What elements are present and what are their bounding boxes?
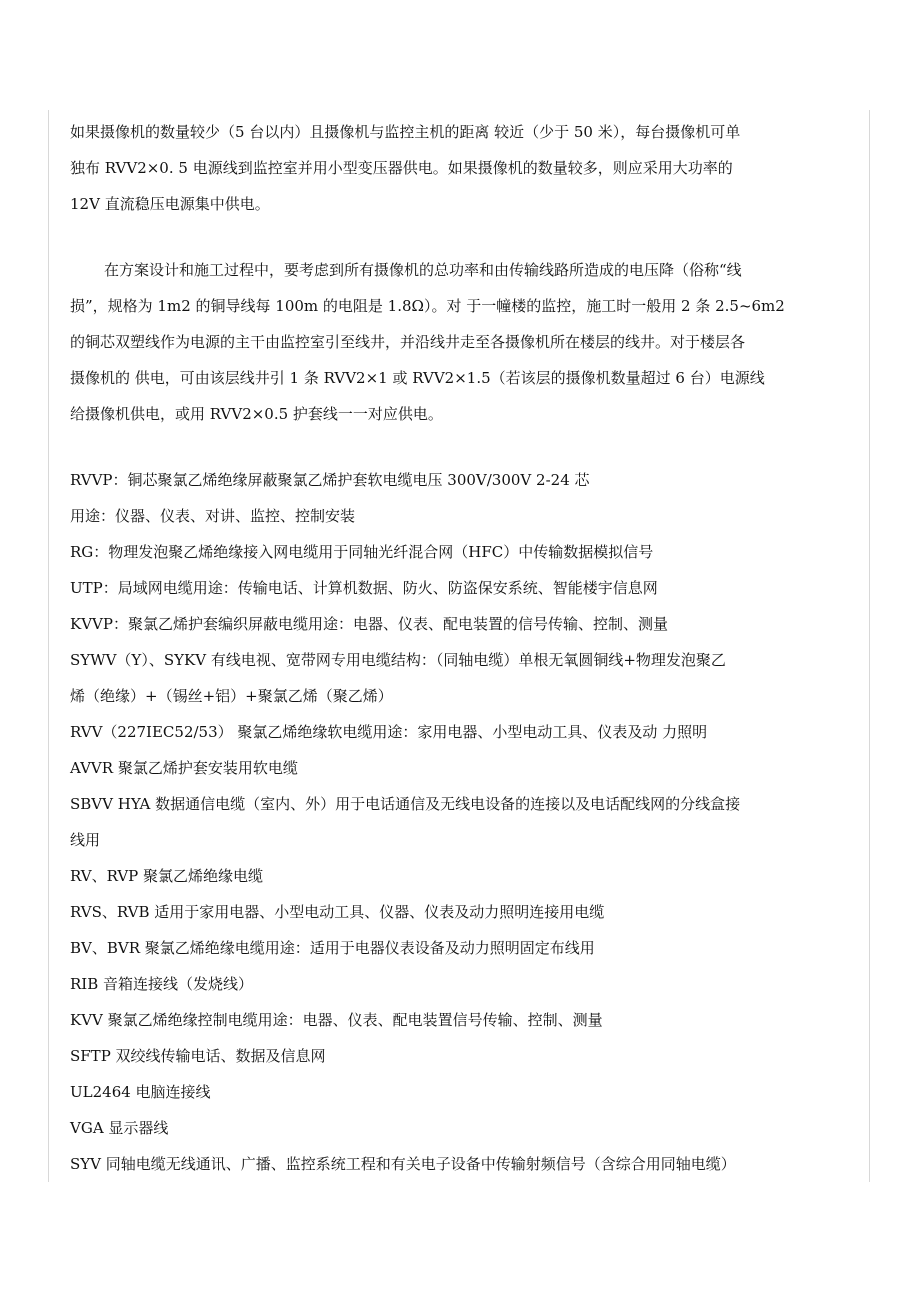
list-item	[70, 1146, 840, 1182]
list-item	[70, 966, 840, 1002]
text-line: 线用	[70, 831, 101, 849]
paragraph-spacer	[70, 432, 840, 462]
text-line: SFTP 双绞线传输电话、数据及信息网	[70, 1047, 326, 1065]
paragraph-power-supply-small	[70, 114, 840, 222]
text-line: VGA 显示器线	[70, 1119, 169, 1137]
text-line: 烯（绝缘）+（锡丝+铝）+聚氯乙烯（聚乙烯）	[70, 687, 393, 705]
list-item	[70, 570, 840, 606]
list-item	[70, 714, 840, 750]
list-item	[70, 462, 840, 498]
text-line: 的铜芯双塑线作为电源的主干由监控室引至线井，并沿线井走至各摄像机所在楼层的线井。对于楼层各	[70, 333, 746, 351]
list-item	[70, 534, 840, 570]
list-item	[70, 858, 840, 894]
text-line: SYWV（Y）、SYKV 有线电视、宽带网专用电缆结构：（同轴电缆）单根无氧圆铜线+物理发泡聚乙	[70, 651, 726, 669]
list-item	[70, 606, 840, 642]
list-item	[70, 1038, 840, 1074]
list-item	[70, 786, 840, 858]
list-item	[70, 1074, 840, 1110]
text-line: 摄像机的 供电，可由该层线井引 1 条 RVV2×1 或 RVV2×1.5（若该层的摄像机数量超过 6 台）电源线	[70, 369, 765, 387]
text-line: 12V 直流稳压电源集中供电。	[70, 195, 270, 213]
text-line: 给摄像机供电，或用 RVV2×0.5 护套线一一对应供电。	[70, 405, 443, 423]
text-line: 在方案设计和施工过程中，要考虑到所有摄像机的总功率和由传输线路所造成的电压降（俗称“线	[104, 261, 742, 279]
text-line: 用途：仪器、仪表、对讲、监控、控制安装	[70, 507, 356, 525]
text-line: RVVP：铜芯聚氯乙烯绝缘屏蔽聚氯乙烯护套软电缆电压 300V/300V 2-24 芯	[70, 471, 590, 489]
text-line: 独布 RVV2×0. 5 电源线到监控室并用小型变压器供电。如果摄像机的数量较多，则应采用大功率的	[70, 159, 733, 177]
document-body	[70, 114, 840, 1182]
text-line: UL2464 电脑连接线	[70, 1083, 211, 1101]
text-line: RG：物理发泡聚乙烯绝缘接入网电缆用于同轴光纤混合网（HFC）中传输数据模拟信号	[70, 543, 654, 561]
text-line: KVVP：聚氯乙烯护套编织屏蔽电缆用途：电器、仪表、配电装置的信号传输、控制、测量	[70, 615, 668, 633]
paragraph-voltage-drop	[70, 252, 840, 432]
text-line: RVS、RVB 适用于家用电器、小型电动工具、仪器、仪表及动力照明连接用电缆	[70, 903, 605, 921]
list-item	[70, 1002, 840, 1038]
text-line: AVVR 聚氯乙烯护套安装用软电缆	[70, 759, 298, 777]
text-line: RV、RVP 聚氯乙烯绝缘电缆	[70, 867, 264, 885]
paragraph-spacer	[70, 222, 840, 252]
cable-type-list	[70, 462, 840, 1182]
list-item	[70, 642, 840, 714]
text-line: KVV 聚氯乙烯绝缘控制电缆用途：电器、仪表、配电装置信号传输、控制、测量	[70, 1011, 603, 1029]
list-item	[70, 1110, 840, 1146]
text-line: RIB 音箱连接线（发烧线）	[70, 975, 254, 993]
list-item	[70, 498, 840, 534]
list-item	[70, 894, 840, 930]
text-line: SYV 同轴电缆无线通讯、广播、监控系统工程和有关电子设备中传输射频信号（含综合用同轴电缆）	[70, 1155, 736, 1173]
text-line: UTP：局域网电缆用途：传输电话、计算机数据、防火、防盗保安系统、智能楼宇信息网	[70, 579, 658, 597]
text-line: BV、BVR 聚氯乙烯绝缘电缆用途：适用于电器仪表设备及动力照明固定布线用	[70, 939, 595, 957]
text-line: 如果摄像机的数量较少（5 台以内）且摄像机与监控主机的距离 较近（少于 50 米），每台摄像机可单	[70, 123, 741, 141]
text-line: SBVV HYA 数据通信电缆（室内、外）用于电话通信及无线电设备的连接以及电话配线网的分线盒接	[70, 795, 741, 813]
text-line: RVV（227IEC52/53） 聚氯乙烯绝缘软电缆用途：家用电器、小型电动工具、仪表及动 力照明	[70, 723, 708, 741]
list-item	[70, 750, 840, 786]
text-line: 损”，规格为 1m2 的铜导线每 100m 的电阻是 1.8Ω）。对 于一幢楼的监控，施工时一般用 2 条 2.5~6m2	[70, 297, 785, 315]
list-item	[70, 930, 840, 966]
